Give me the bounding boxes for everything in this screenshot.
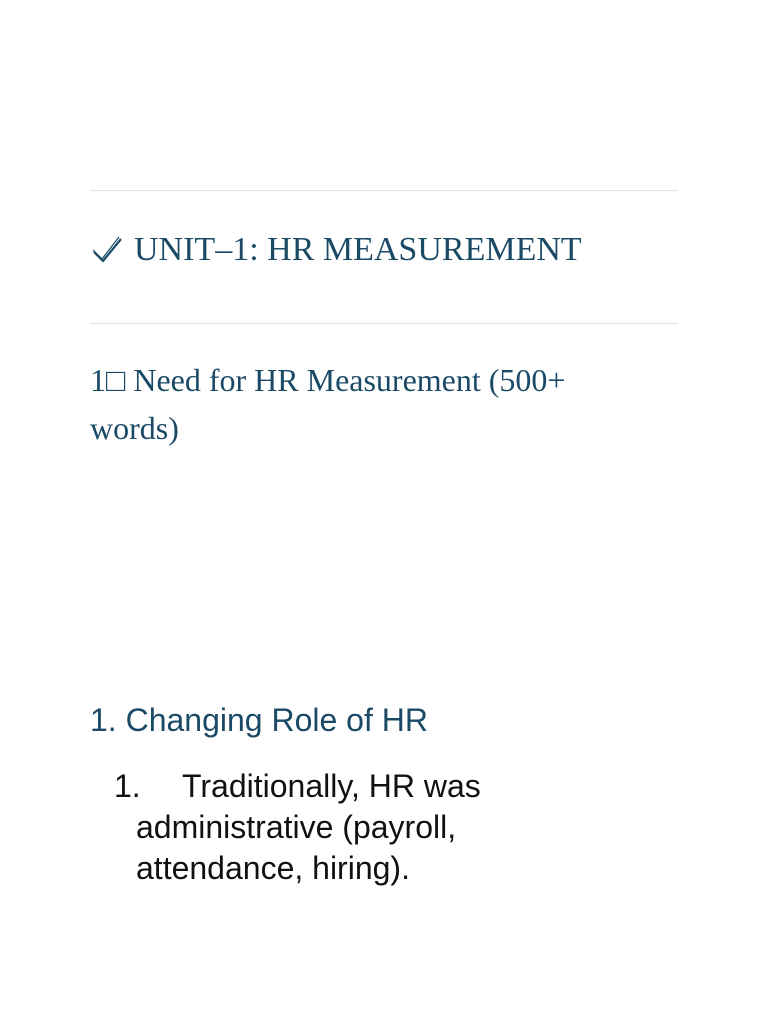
list-item <box>114 766 574 889</box>
numbered-list <box>114 766 574 889</box>
divider-top <box>90 190 678 191</box>
check-mark-icon <box>90 233 124 267</box>
section-heading: 1□ Need for HR Measurement (500+ words) <box>90 362 566 446</box>
divider-middle <box>90 323 678 324</box>
list-item-number: 1. <box>114 768 141 804</box>
unit-heading-text: UNIT–1: HR MEASUREMENT <box>134 231 582 268</box>
list-item-text: Traditionally, HR was administrative (payroll, attendance, hiring). <box>136 768 481 886</box>
unit-heading <box>90 228 582 272</box>
subsection-heading: 1. Changing Role of HR <box>90 702 428 738</box>
